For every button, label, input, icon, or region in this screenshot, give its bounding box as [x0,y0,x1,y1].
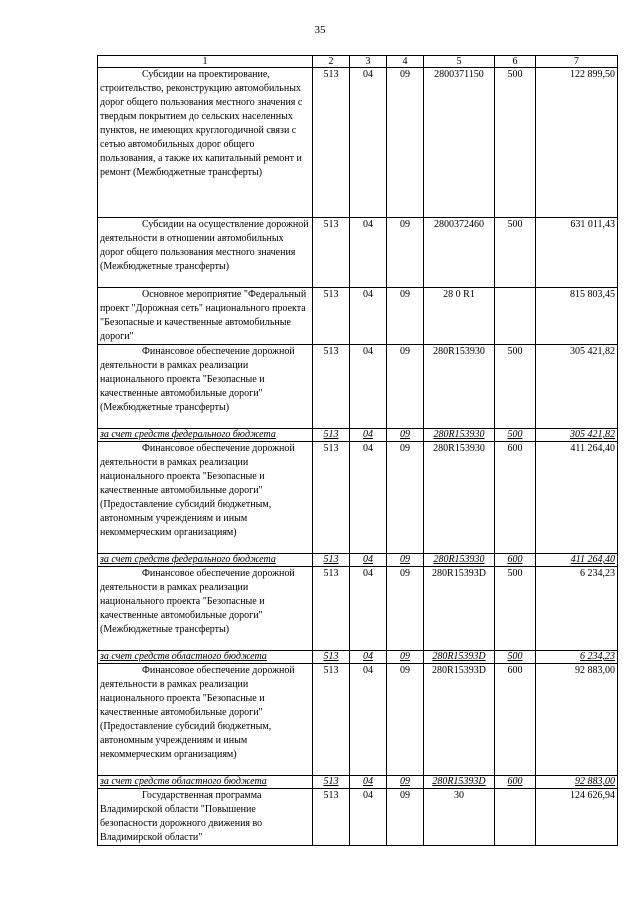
subsection-cell: 09 [387,68,424,218]
expense-type-cell: 600 [495,442,536,554]
subsection-cell: 09 [387,218,424,288]
subsection-cell: 09 [387,664,424,776]
funding-source-row [98,554,618,567]
column-header: 5 [424,56,495,68]
column-header: 3 [350,56,387,68]
budget-table [97,55,618,846]
row-name: Субсидии на проектирование, строительство, реконструкцию автомобильных дорог общего пользования местного значения с твердым покрытием до сельских населенных пунктов, не имеющих круглогодичной связи с сетью автомобильных дорог общего пользования, а также их капитальный ремонт и ремонт (Межбюджетные трансферты) [100,69,303,178]
funding-source-row [98,651,618,664]
subsection-cell: 09 [387,345,424,429]
grbs-cell: 513 [313,429,350,442]
section-cell: 04 [350,664,387,776]
row-name: Основное мероприятие "Федеральный проект "Дорожная сеть" национального проекта "Безопасные и качественные автомобильные дороги" [100,289,307,342]
funding-source-name: за счет средств федерального бюджета [98,554,313,567]
subsection-cell: 09 [387,776,424,789]
grbs-cell: 513 [313,776,350,789]
sum-cell: 122 899,50 [536,68,618,218]
funding-source-name: за счет средств федерального бюджета [98,429,313,442]
row-name-cell [98,68,313,218]
section-cell: 04 [350,288,387,345]
section-cell: 04 [350,776,387,789]
sum-cell: 411 264,40 [536,554,618,567]
grbs-cell: 513 [313,345,350,429]
table-row [98,68,618,218]
table-row [98,567,618,651]
funding-source-name: за счет средств областного бюджета [98,776,313,789]
row-name-cell [98,567,313,651]
subsection-cell: 09 [387,651,424,664]
target-article-cell: 280R153930 [424,345,495,429]
subsection-cell: 09 [387,442,424,554]
sum-cell: 92 883,00 [536,776,618,789]
section-cell: 04 [350,218,387,288]
row-name: Финансовое обеспечение дорожной деятельности в рамках реализации национального проекта "Безопасные и качественные автомобильные дороги" (Предоставление субсидий бюджетным, автономным учреждениям и иным некоммерческим организациям) [100,443,295,538]
row-name-cell [98,288,313,345]
target-article-cell: 280R15393D [424,776,495,789]
table-header-row [98,56,618,68]
section-cell: 04 [350,789,387,846]
funding-source-row [98,429,618,442]
subsection-cell: 09 [387,554,424,567]
sum-cell: 411 264,40 [536,442,618,554]
expense-type-cell: 600 [495,776,536,789]
column-header: 1 [98,56,313,68]
grbs-cell: 513 [313,218,350,288]
grbs-cell: 513 [313,567,350,651]
subsection-cell: 09 [387,288,424,345]
target-article-cell: 30 [424,789,495,846]
table-row [98,218,618,288]
row-name-cell [98,345,313,429]
target-article-cell: 280R153930 [424,554,495,567]
column-header: 2 [313,56,350,68]
target-article-cell: 2800371150 [424,68,495,218]
grbs-cell: 513 [313,554,350,567]
section-cell: 04 [350,345,387,429]
expense-type-cell [495,288,536,345]
section-cell: 04 [350,651,387,664]
column-header: 6 [495,56,536,68]
row-name: Финансовое обеспечение дорожной деятельности в рамках реализации национального проекта "Безопасные и качественные автомобильные дороги" (Предоставление субсидий бюджетным, автономным учреждениям и иным некоммерческим организациям) [100,665,295,760]
target-article-cell: 280R153930 [424,442,495,554]
sum-cell: 92 883,00 [536,664,618,776]
target-article-cell: 28 0 R1 [424,288,495,345]
sum-cell: 6 234,23 [536,651,618,664]
subsection-cell: 09 [387,567,424,651]
expense-type-cell: 600 [495,664,536,776]
table-row [98,664,618,776]
column-header: 4 [387,56,424,68]
section-cell: 04 [350,442,387,554]
grbs-cell: 513 [313,651,350,664]
expense-type-cell: 500 [495,68,536,218]
row-name: Финансовое обеспечение дорожной деятельности в рамках реализации национального проекта "Безопасные и качественные автомобильные дороги" (Межбюджетные трансферты) [100,568,295,635]
sum-cell: 305 421,82 [536,429,618,442]
target-article-cell: 280R153930 [424,429,495,442]
sum-cell: 631 011,43 [536,218,618,288]
page-number: 35 [314,24,326,36]
expense-type-cell: 500 [495,345,536,429]
sum-cell: 815 803,45 [536,288,618,345]
target-article-cell: 280R15393D [424,567,495,651]
table-row [98,442,618,554]
grbs-cell: 513 [313,68,350,218]
expense-type-cell: 600 [495,554,536,567]
subsection-cell: 09 [387,429,424,442]
expense-type-cell [495,789,536,846]
table-row [98,288,618,345]
target-article-cell: 2800372460 [424,218,495,288]
table-row [98,345,618,429]
row-name: Финансовое обеспечение дорожной деятельности в рамках реализации национального проекта "Безопасные и качественные автомобильные дороги" (Межбюджетные трансферты) [100,346,295,413]
row-name: Субсидии на осуществление дорожной деятельности в отношении автомобильных дорог общего пользования местного значения (Межбюджетные трансферты) [100,219,309,272]
section-cell: 04 [350,554,387,567]
grbs-cell: 513 [313,789,350,846]
grbs-cell: 513 [313,442,350,554]
funding-source-name: за счет средств областного бюджета [98,651,313,664]
expense-type-cell: 500 [495,651,536,664]
expense-type-cell: 500 [495,567,536,651]
target-article-cell: 280R15393D [424,651,495,664]
row-name-cell [98,442,313,554]
subsection-cell: 09 [387,789,424,846]
sum-cell: 124 626,94 [536,789,618,846]
column-header: 7 [536,56,618,68]
row-name-cell [98,664,313,776]
expense-type-cell: 500 [495,429,536,442]
section-cell: 04 [350,429,387,442]
row-name-cell [98,789,313,846]
grbs-cell: 513 [313,664,350,776]
expense-type-cell: 500 [495,218,536,288]
target-article-cell: 280R15393D [424,664,495,776]
row-name-cell [98,218,313,288]
section-cell: 04 [350,68,387,218]
row-name: Государственная программа Владимирской области "Повышение безопасности дорожного движения во Владимирской области" [100,790,263,843]
grbs-cell: 513 [313,288,350,345]
funding-source-row [98,776,618,789]
sum-cell: 6 234,23 [536,567,618,651]
table-row [98,789,618,846]
section-cell: 04 [350,567,387,651]
sum-cell: 305 421,82 [536,345,618,429]
